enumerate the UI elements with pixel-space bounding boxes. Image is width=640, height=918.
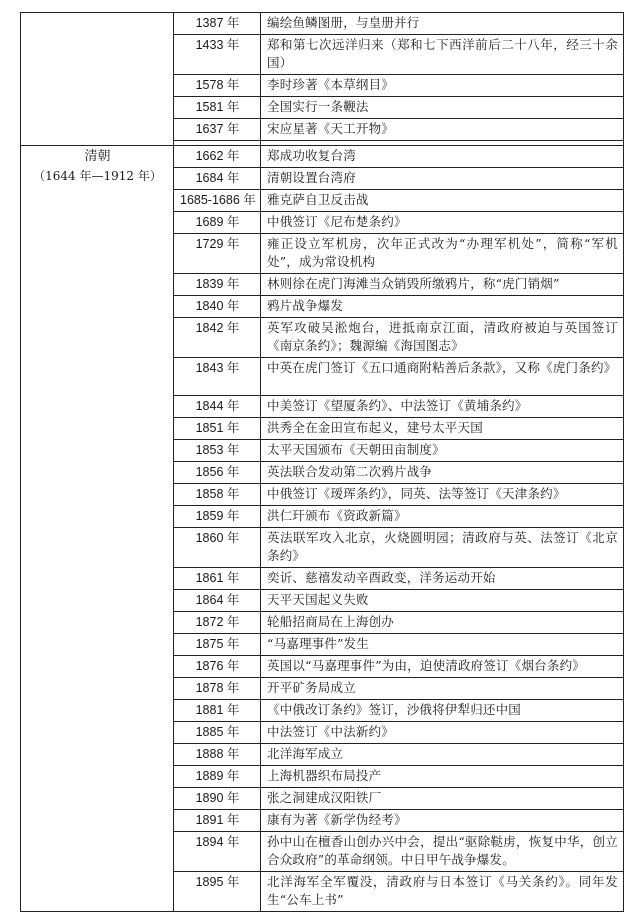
year-cell: 1729 年 [174, 234, 261, 274]
event-cell: 轮船招商局在上海创办 [261, 612, 624, 634]
event-cell: 北洋海军全军覆没，清政府与日本签订《马关条约》。同年发生“公车上书” [261, 872, 624, 912]
year-cell: 1861 年 [174, 568, 261, 590]
event-cell: 中俄签订《瑷珲条约》，同英、法等签订《天津条约》 [261, 484, 624, 506]
year-cell: 1859 年 [174, 506, 261, 528]
year-cell: 1894 年 [174, 832, 261, 872]
year-cell: 1864 年 [174, 590, 261, 612]
event-cell: 中美签订《望厦条约》、中法签订《黄埔条约》 [261, 396, 624, 418]
year-cell: 1662 年 [174, 146, 261, 168]
event-cell: 编绘鱼鳞图册，与皇册并行 [261, 13, 624, 35]
year-cell: 1387 年 [174, 13, 261, 35]
year-cell: 1881 年 [174, 700, 261, 722]
event-cell: 雅克萨自卫反击战 [261, 190, 624, 212]
event-cell: 李时珍著《本草纲目》 [261, 75, 624, 97]
year-cell: 1856 年 [174, 462, 261, 484]
year-cell: 1885 年 [174, 722, 261, 744]
dynasty-cell [21, 13, 174, 146]
event-cell: 中俄签订《尼布楚条约》 [261, 212, 624, 234]
year-cell: 1433 年 [174, 35, 261, 75]
event-cell: 林则徐在虎门海滩当众销毁所缴鸦片，称“虎门销烟” [261, 274, 624, 296]
year-cell: 1851 年 [174, 418, 261, 440]
event-cell: “马嘉理事件”发生 [261, 634, 624, 656]
year-cell: 1684 年 [174, 168, 261, 190]
event-cell: 孙中山在檀香山创办兴中会，提出“驱除鞑虏，恢复中华，创立合众政府”的革命纲领。中日甲午战争爆发。 [261, 832, 624, 872]
year-cell: 1843 年 [174, 358, 261, 396]
dynasty-cell: 清朝 （1644 年—1912 年） [21, 146, 174, 912]
table-row [21, 13, 624, 35]
year-cell: 1858 年 [174, 484, 261, 506]
year-cell: 1891 年 [174, 810, 261, 832]
year-cell: 1890 年 [174, 788, 261, 810]
event-cell: 上海机器织布局投产 [261, 766, 624, 788]
year-cell: 1689 年 [174, 212, 261, 234]
event-cell: 英国以“马嘉理事件”为由，迫使清政府签订《烟台条约》 [261, 656, 624, 678]
event-cell: 中法签订《中法新约》 [261, 722, 624, 744]
event-cell: 英军攻破吴淞炮台，进抵南京江面，清政府被迫与英国签订《南京条约》；魏源编《海国图志》 [261, 318, 624, 358]
year-cell: 1839 年 [174, 274, 261, 296]
event-cell: 太平天国颁布《天朝田亩制度》 [261, 440, 624, 462]
year-cell: 1844 年 [174, 396, 261, 418]
event-cell: 鸦片战争爆发 [261, 296, 624, 318]
event-cell: 英法联合发动第二次鸦片战争 [261, 462, 624, 484]
year-cell: 1637 年 [174, 119, 261, 141]
event-cell: 奕䜣、慈禧发动辛酉政变，洋务运动开始 [261, 568, 624, 590]
event-cell: 全国实行一条鞭法 [261, 97, 624, 119]
year-cell: 1895 年 [174, 872, 261, 912]
year-cell: 1842 年 [174, 318, 261, 358]
event-cell: 洪秀全在金田宣布起义，建号太平天国 [261, 418, 624, 440]
year-cell: 1875 年 [174, 634, 261, 656]
event-cell: 郑成功收复台湾 [261, 146, 624, 168]
event-cell: 英法联军攻入北京，火烧圆明园；清政府与英、法签订《北京条约》 [261, 528, 624, 568]
event-cell: 北洋海军成立 [261, 744, 624, 766]
event-cell: 康有为著《新学伪经考》 [261, 810, 624, 832]
year-cell: 1876 年 [174, 656, 261, 678]
event-cell: 郑和第七次远洋归来（郑和七下西洋前后二十八年，经三十余国） [261, 35, 624, 75]
year-cell: 1581 年 [174, 97, 261, 119]
year-cell: 1888 年 [174, 744, 261, 766]
event-cell: 开平矿务局成立 [261, 678, 624, 700]
year-cell: 1685-1686 年 [174, 190, 261, 212]
event-cell: 洪仁玕颁布《资政新篇》 [261, 506, 624, 528]
event-cell: 张之洞建成汉阳铁厂 [261, 788, 624, 810]
year-cell: 1578 年 [174, 75, 261, 97]
event-cell: 天平天国起义失败 [261, 590, 624, 612]
event-cell: 《中俄改订条约》签订，沙俄将伊犁归还中国 [261, 700, 624, 722]
table-row [21, 146, 624, 168]
chronology-table [20, 12, 624, 912]
event-cell: 雍正设立军机房，次年正式改为“办理军机处”，简称“军机处”，成为常设机构 [261, 234, 624, 274]
year-cell: 1872 年 [174, 612, 261, 634]
event-cell: 宋应星著《天工开物》 [261, 119, 624, 141]
year-cell: 1878 年 [174, 678, 261, 700]
year-cell: 1853 年 [174, 440, 261, 462]
event-cell: 清朝设置台湾府 [261, 168, 624, 190]
year-cell: 1840 年 [174, 296, 261, 318]
event-cell: 中英在虎门签订《五口通商附粘善后条款》，又称《虎门条约》 [261, 358, 624, 396]
year-cell: 1889 年 [174, 766, 261, 788]
year-cell: 1860 年 [174, 528, 261, 568]
